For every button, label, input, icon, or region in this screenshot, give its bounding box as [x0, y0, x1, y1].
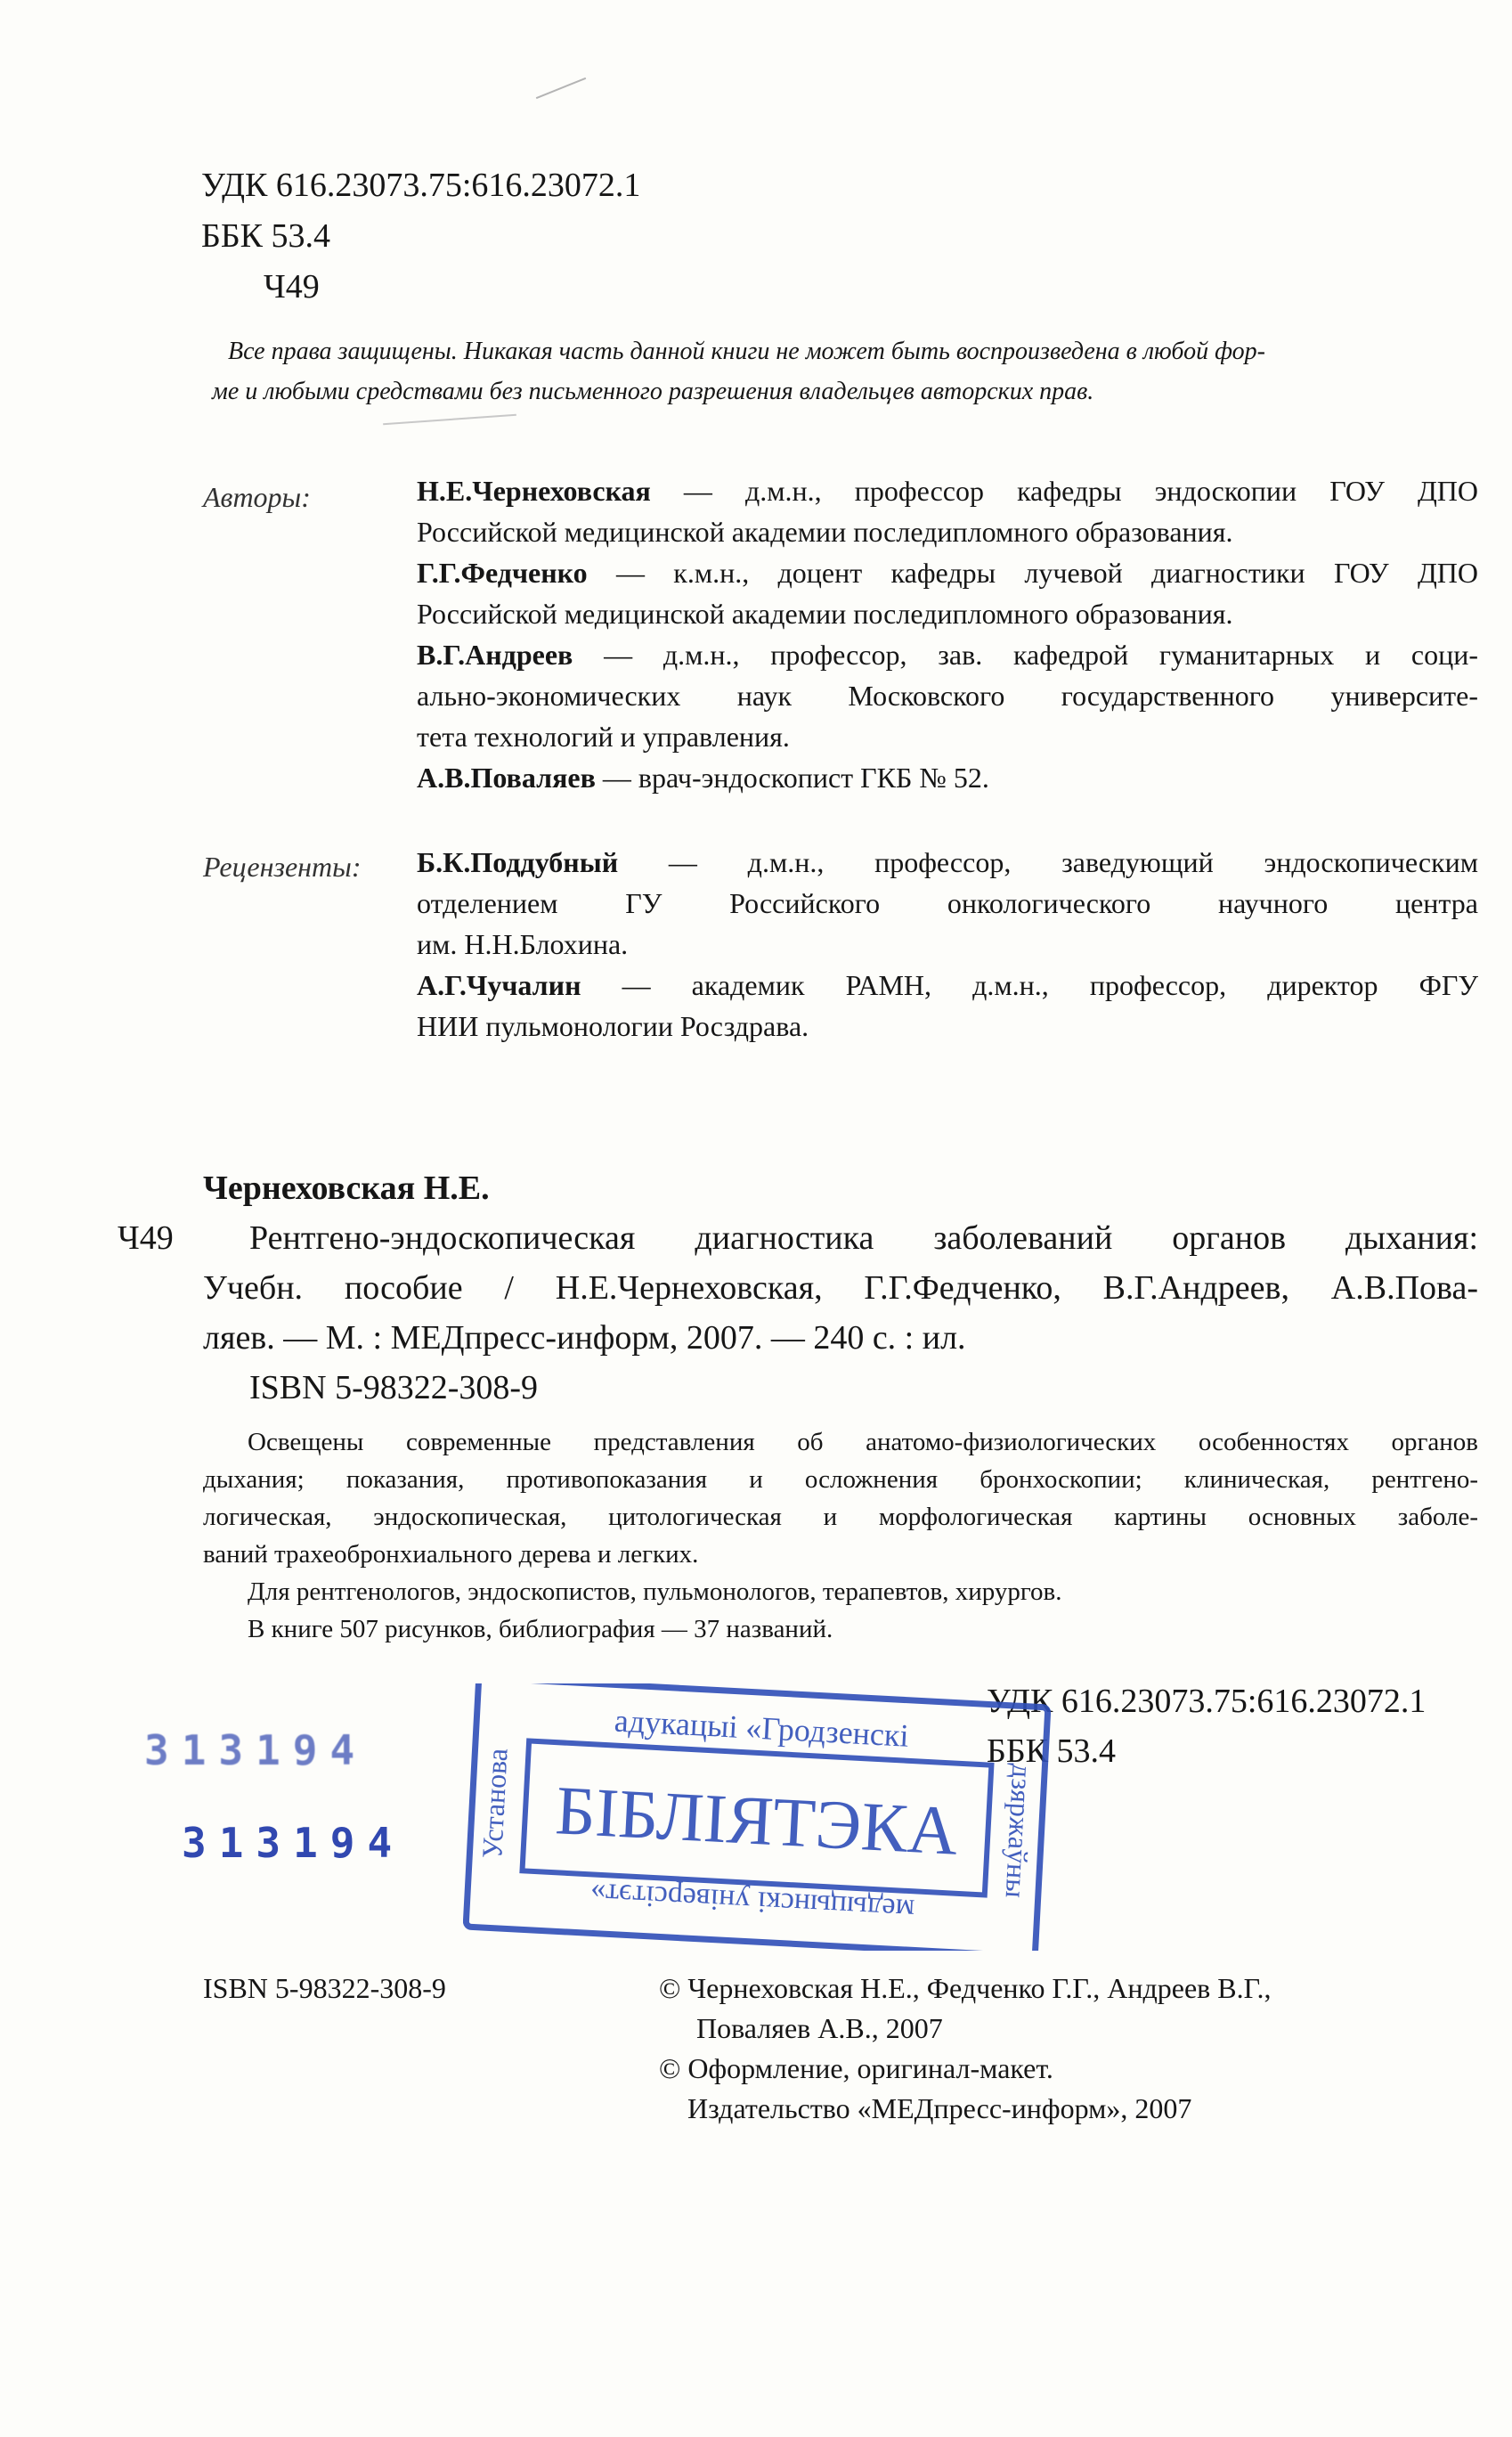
stamp-top-text: адукацыі «Гродзенскі — [613, 1702, 910, 1754]
inventory-number-faded: 313194 — [144, 1726, 368, 1774]
classification-codes — [201, 160, 640, 313]
reviewer-desc: — д.м.н., профессор, заведующий эндоскопическим — [668, 846, 1479, 878]
author-desc: — д.м.н., профессор кафедры эндоскопии ГОУ ДПО — [683, 475, 1479, 507]
bbk-code: ББК 53.4 — [987, 1732, 1116, 1770]
biblio-author: Чернеховская Н.Е. — [203, 1170, 490, 1207]
scan-mark — [536, 77, 586, 99]
reviewer-desc: — академик РАМН, д.м.н., профессор, директор ФГУ — [622, 969, 1479, 1001]
author-entry — [417, 634, 1478, 757]
reviewer-desc: НИИ пульмонологии Росздрава. — [417, 1010, 809, 1042]
reviewers-list — [417, 842, 1478, 1047]
author-name: Н.Е.Чернеховская — [417, 475, 651, 507]
author-name: А.В.Поваляев — [417, 762, 596, 794]
library-stamp — [463, 1683, 1051, 1951]
biblio-author-heading — [203, 1163, 490, 1213]
biblio-line: ляев. — М. : МЕДпресс-информ, 2007. — 240 с. : ил. — [203, 1319, 966, 1357]
stamp-bottom-text: медыцынскі універсітэт» — [589, 1876, 915, 1927]
copyright-authors-cont: Поваляев А.В., 2007 — [696, 2012, 943, 2044]
author-desc: — врач-эндоскопист ГКБ № 52. — [602, 762, 989, 794]
copyright-authors: © Чернеховская Н.Е., Федченко Г.Г., Андреев В.Г., — [659, 1972, 1272, 2004]
abstract — [203, 1423, 1478, 1648]
footer-copyright — [659, 1968, 1272, 2129]
biblio-line: Учебн. пособие / Н.Е.Чернеховская, Г.Г.Федченко, В.Г.Андреев, А.В.Пова- — [203, 1269, 1478, 1307]
abstract-line: логическая, эндоскопическая, цитологическая и морфологическая картины основных заболе- — [203, 1503, 1478, 1531]
abstract-line: Освещены современные представления об анатомо-физиологических особенностях органов — [248, 1428, 1478, 1456]
classification-codes-repeat — [987, 1676, 1426, 1776]
scan-mark — [383, 414, 516, 425]
stamp-left-text: Установа — [476, 1747, 514, 1860]
author-desc: Российской медицинской академии последипломного образования. — [417, 598, 1233, 630]
rights-line-1: Все права защищены. Никакая часть данной книги не может быть воспроизведена в любой фор- — [228, 338, 1265, 365]
reviewer-entry — [417, 842, 1478, 965]
biblio-isbn: ISBN 5-98322-308-9 — [249, 1369, 539, 1406]
stamp-title: БІБЛІЯТЭКА — [553, 1771, 960, 1870]
abstract-line: ваний трахеобронхиального дерева и легких. — [203, 1540, 699, 1569]
reviewer-name: Б.К.Поддубный — [417, 846, 619, 878]
authors-label: Авторы: — [203, 481, 311, 513]
author-entry — [417, 552, 1478, 634]
stamp-right-text: дзяржаўны — [999, 1763, 1039, 1899]
reviewer-name: А.Г.Чучалин — [417, 969, 581, 1001]
author-desc: тета технологий и управления. — [417, 721, 790, 753]
footer-isbn: ISBN 5-98322-308-9 — [203, 1972, 446, 2004]
abstract-line: дыхания; показания, противопоказания и осложнения бронхоскопии; клиническая, рентгено- — [203, 1465, 1478, 1494]
abstract-stats: В книге 507 рисунков, библиография — 37 названий. — [248, 1615, 833, 1643]
rights-line-2: ме и любыми средствами без письменного разрешения владельцев авторских прав. — [212, 378, 1094, 405]
rights-notice — [212, 331, 1475, 412]
copyright-publisher: Издательство «МЕДпресс-информ», 2007 — [687, 2092, 1192, 2124]
biblio-line: Рентгено-эндоскопическая диагностика заболеваний органов дыхания: — [249, 1219, 1478, 1257]
author-desc: — д.м.н., профессор, зав. кафедрой гуманитарных и соци- — [604, 639, 1478, 671]
author-entry — [417, 470, 1478, 552]
inventory-number: 313194 — [182, 1819, 405, 1867]
reviewer-desc: отделением ГУ Российского онкологического научного центра — [417, 887, 1478, 919]
reviewer-entry — [417, 965, 1478, 1047]
author-entry — [417, 757, 1478, 798]
biblio-call-mark: Ч49 — [118, 1219, 174, 1257]
author-name: Г.Г.Федченко — [417, 557, 588, 589]
biblio-description — [203, 1213, 1478, 1363]
abstract-audience: Для рентгенологов, эндоскопистов, пульмонологов, терапевтов, хирургов. — [248, 1577, 1062, 1606]
author-mark: Ч49 — [264, 268, 320, 306]
udk-code: УДК 616.23073.75:616.23072.1 — [201, 167, 641, 204]
author-desc: Российской медицинской академии последипломного образования. — [417, 516, 1233, 548]
authors-list — [417, 470, 1478, 798]
udk-code: УДК 616.23073.75:616.23072.1 — [987, 1683, 1427, 1720]
reviewer-desc: им. Н.Н.Блохина. — [417, 928, 629, 960]
author-desc: — к.м.н., доцент кафедры лучевой диагностики ГОУ ДПО — [615, 557, 1478, 589]
author-name: В.Г.Андреев — [417, 639, 573, 671]
author-desc: ально-экономических наук Московского государственного университе- — [417, 680, 1478, 712]
copyright-design: © Оформление, оригинал-макет. — [659, 2052, 1053, 2084]
reviewers-label: Рецензенты: — [203, 851, 362, 883]
bbk-code: ББК 53.4 — [201, 217, 330, 255]
